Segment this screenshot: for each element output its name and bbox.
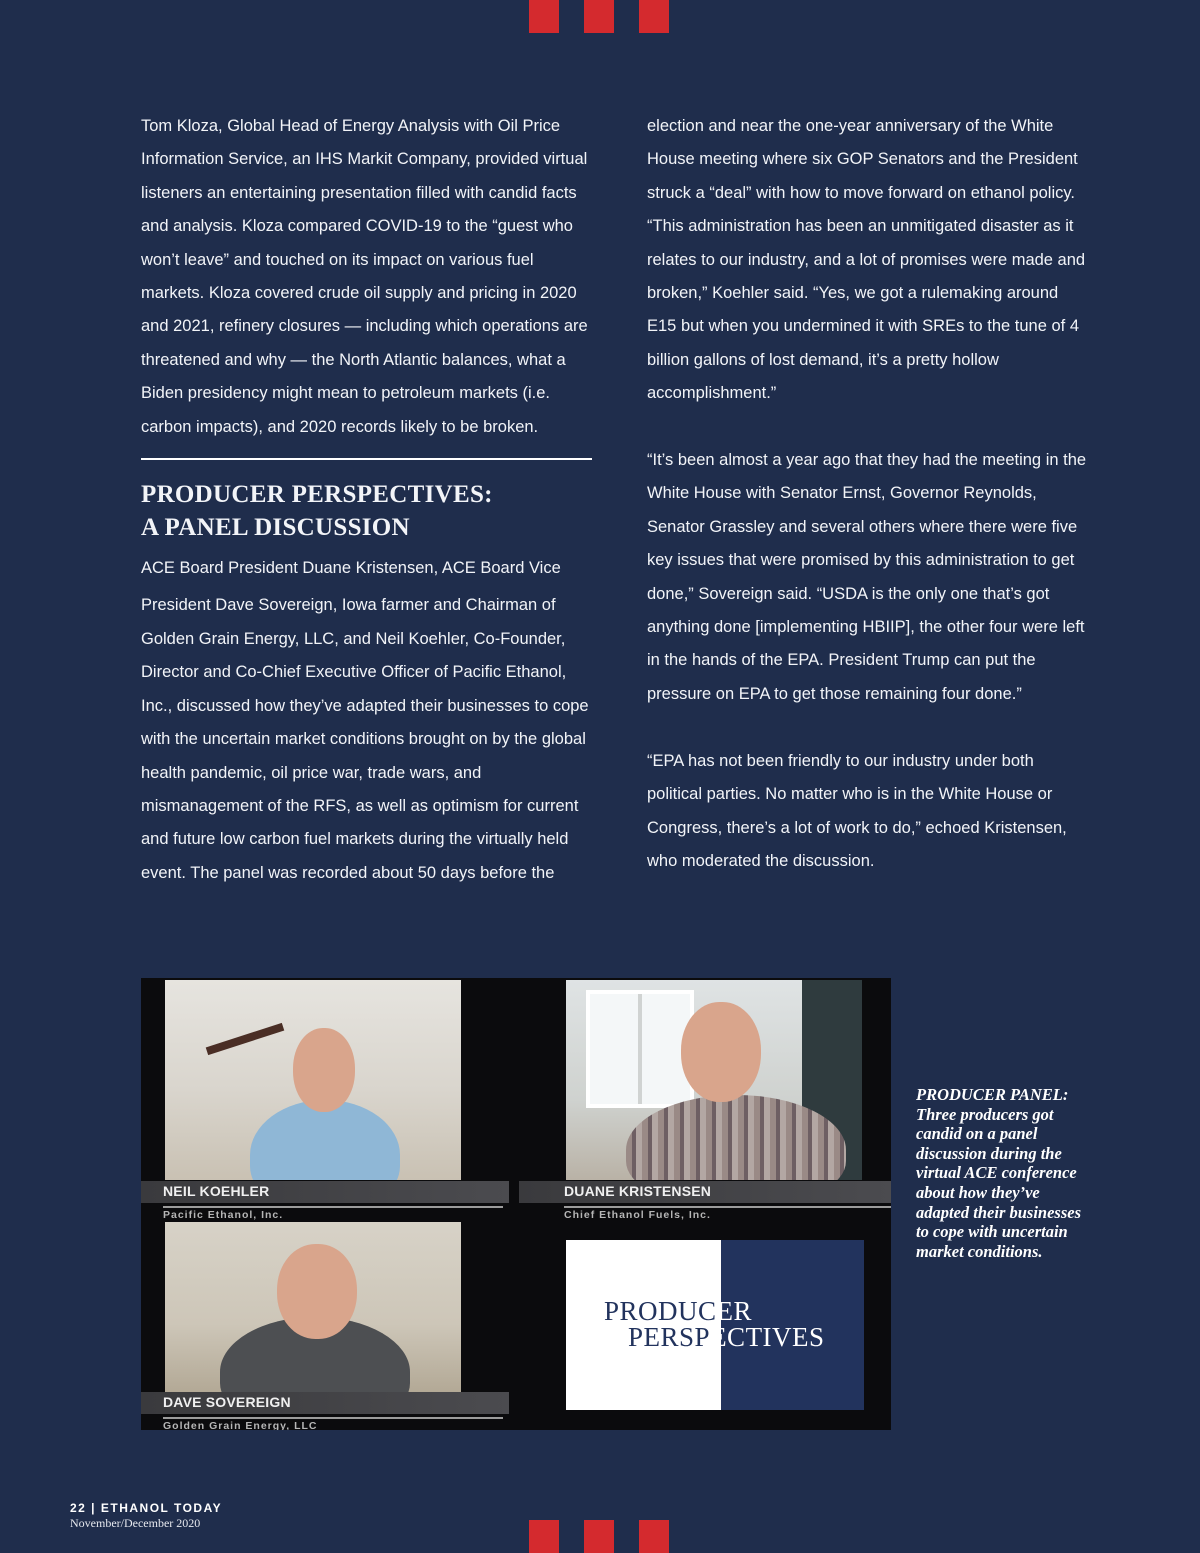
sovereign-nameplate (141, 1392, 509, 1430)
kristensen-head (681, 1002, 761, 1102)
red-bar (529, 1520, 559, 1553)
koehler-nameplate (141, 1181, 509, 1223)
panelist-name: DUANE KRISTENSEN (564, 1183, 712, 1199)
koehler-video-tile (165, 980, 461, 1180)
heading-line-1: PRODUCER PERSPECTIVES: (141, 481, 493, 509)
producer-perspectives-logo (566, 1240, 864, 1410)
office-window (586, 990, 694, 1108)
lede-paragraph: ACE Board President Duane Kristensen, ACE Board Vice (141, 559, 561, 578)
koehler-figure (250, 1100, 400, 1180)
panelist-company: Chief Ethanol Fuels, Inc. (564, 1209, 711, 1221)
page-number-label: 22 | ETHANOL TODAY (70, 1501, 223, 1515)
panelist-name: DAVE SOVEREIGN (163, 1394, 291, 1410)
sovereign-head (277, 1244, 357, 1339)
intro-paragraph: Tom Kloza, Global Head of Energy Analysis with Oil Price Information Service, an IHS Markit Company, provided virtual listeners an entertaining presentation filled with candid facts and analysis. Kloza compared COVID-19 to the “guest who won’t leave” and touched on its impact on various fuel markets. Kloza covered crude oil supply and pricing in 2020 and 2021, refinery closures — including which operations are threatened and why — the North Atlantic balances, what a Biden presidency might mean to petroleum markets (i.e. carbon impacts), and 2020 records likely to be broken. (141, 117, 588, 436)
left-column (141, 110, 596, 890)
logo-line-2: PERSPECTIVES (628, 1322, 825, 1352)
top-decorative-bars (529, 0, 669, 33)
red-bar (584, 1520, 614, 1553)
heading-line-2: A PANEL DISCUSSION (141, 514, 410, 542)
koehler-head (293, 1028, 355, 1112)
logo-line-1: PRODUCER (604, 1296, 753, 1326)
photo-caption: PRODUCER PANEL: Three producers got candid on a panel discussion during the virtual ACE conference about how they’ve adapted their businesses to cope with uncertain market conditions. (916, 1085, 1082, 1261)
section-heading (141, 478, 596, 544)
kristensen-nameplate (519, 1181, 891, 1223)
sovereign-video-tile (165, 1222, 461, 1392)
ceiling-fan (206, 1023, 285, 1055)
issue-date: November/December 2020 (70, 1516, 201, 1530)
kristensen-quote-paragraph: “EPA has not been friendly to our industry under both political parties. No matter who is in the White House or Congress, there’s a lot of work to do,” echoed Kristensen, who moderated the discussion. (647, 751, 1067, 870)
sovereign-quote-paragraph: “It’s been almost a year ago that they had the meeting in the White House with Senator Ernst, Governor Reynolds, Senator Grassley and several others where there were five key issues that were promised by this administration to get done,” Sovereign said. “USDA is the only one that’s got anything done [implementing HBIIP], the other four were left in the hands of the EPA. President Trump can put the pressure on EPA to get those remaining four done.” (647, 451, 1087, 703)
koehler-quote-paragraph: election and near the one-year anniversary of the White House meeting where six GOP Senators and the President struck a “deal” with how to move forward on ethanol policy. “This administration has been an unmitigated disaster as it relates to our industry, and a lot of promises were made and broken,” Koehler said. “Yes, we got a rulemaking around E15 but when you undermined it with SREs to the tune of 4 billion gallons of lost demand, it’s a pretty hollow accomplishment.” (647, 117, 1086, 403)
body-paragraph: President Dave Sovereign, Iowa farmer and Chairman of Golden Grain Energy, LLC, and Neil Koehler, Co-Founder, Director and Co-Chief Executive Officer of Pacific Ethanol, Inc., discussed how they’ve adapted their businesses to cope with the uncertain market conditions brought on by the global health pandemic, oil price war, trade wars, and mismanagement of the RFS, as well as optimism for current and future low carbon fuel markets during the virtually held event. The panel was recorded about 50 days before the (141, 596, 589, 882)
page-footer (70, 1501, 222, 1531)
bottom-decorative-bars (529, 1520, 669, 1553)
panelist-company: Golden Grain Energy, LLC (163, 1420, 318, 1430)
red-bar (639, 1520, 669, 1553)
red-bar (529, 0, 559, 33)
right-column (647, 110, 1092, 878)
red-bar (584, 0, 614, 33)
kristensen-video-tile (566, 980, 862, 1180)
red-bar (639, 0, 669, 33)
section-divider (141, 458, 592, 460)
panel-screenshot-photo (141, 978, 891, 1430)
panelist-company: Pacific Ethanol, Inc. (163, 1209, 284, 1221)
panelist-name: NEIL KOEHLER (163, 1183, 270, 1199)
